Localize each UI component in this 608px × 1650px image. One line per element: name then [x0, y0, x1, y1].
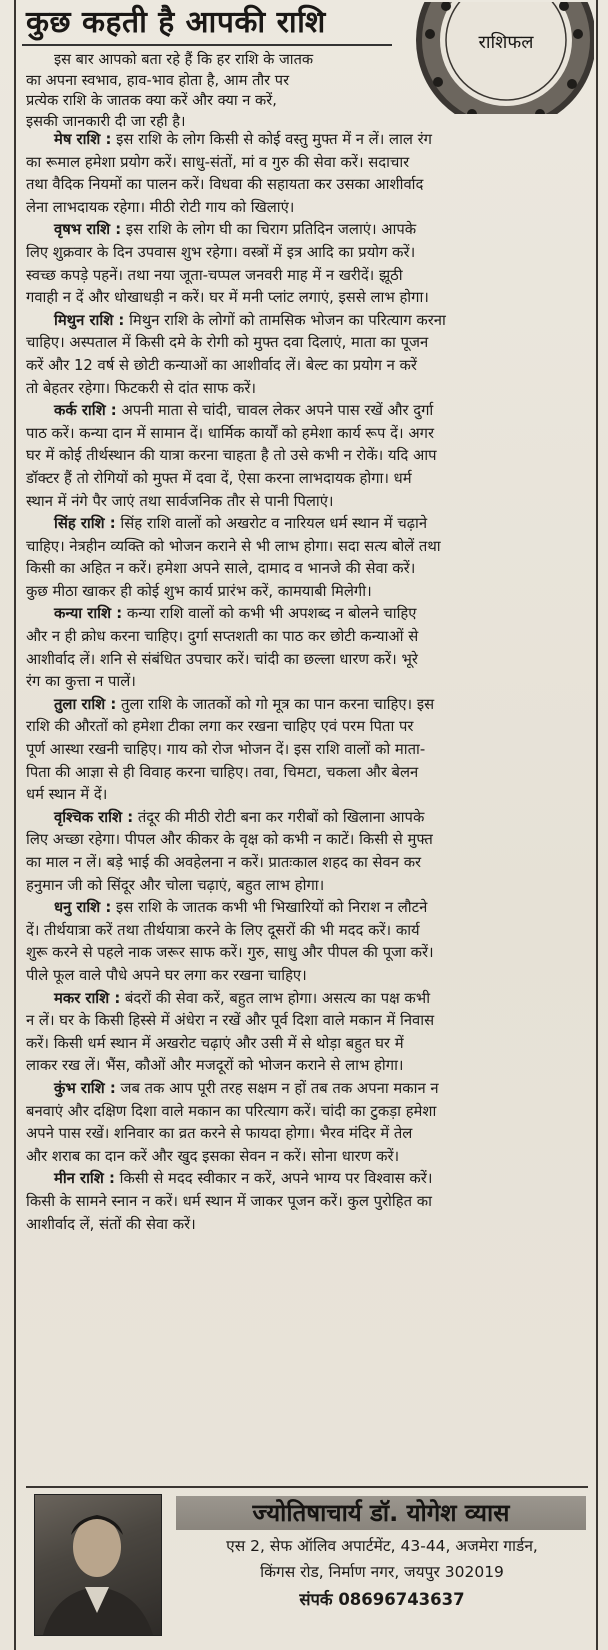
rashi-text-line: [26, 129, 588, 152]
rashi-text-line: और शराब का दान करें और खुद इसका सेवन न करें। सोना धारण करें।: [26, 1147, 400, 1165]
rashi-text-line: शुरू करने से पहले नाक जरूर साफ करें। गुरु, साधु और पीपल की पूजा करें।: [26, 944, 434, 962]
rashi-text-line: न लें। घर के किसी हिस्से में अंधेरा न रखें और पूर्व दिशा वाले मकान में निवास: [26, 1012, 435, 1030]
rashi-text-line: [26, 400, 588, 423]
address-line: किंगस रोड, निर्माण नगर, जयपुर 302019: [260, 1563, 504, 1581]
rashi-text-line: करें और 12 वर्ष से छोटी कन्याओं का आशीर्वाद लें। बेल्ट का प्रयोग न करें: [26, 356, 417, 374]
rashi-text: मिथुन राशि के लोगों को तामसिक भोजन का परित्याग करना: [124, 311, 446, 329]
rashi-sections: [26, 129, 588, 1236]
rashi-text: अपनी माता से चांदी, चावल लेकर अपने पास रखें और दुर्गा: [116, 402, 434, 420]
rashi-text: इस राशि के लोग किसी से कोई वस्तु मुफ्त में न लें। लाल रंग: [111, 131, 433, 148]
rashi-text-line: कुछ मीठा खाकर ही कोई शुभ कार्य प्रारंभ करें, कामयाबी मिलेगी।: [26, 582, 372, 600]
rashi-text-line: स्थान में नंगे पैर जाएं तथा सार्वजनिक तौर से पानी पिलाएं।: [26, 492, 334, 510]
rashi-text-line: डॉक्टर हैं तो रोगियों को मुफ्त में दवा दें, ऐसा करना लाभदायक होगा। धर्म: [26, 469, 412, 487]
rashi-section: [26, 219, 588, 309]
rashi-text: कन्या राशि वालों को कभी भी अपशब्द न बोलने चाहिए: [122, 605, 417, 623]
rashi-text-line: का रूमाल हमेशा प्रयोग करें। साधु-संतों, मां व गुरु की सेवा करें। सदाचार: [26, 153, 410, 171]
astrologer-footer: [26, 1486, 588, 1638]
rashi-text-line: गवाही न दें और धोखाधड़ी न करें। घर में मनी प्लांट लगाएं, इससे लाभ होगा।: [26, 289, 429, 307]
rashi-section: [26, 310, 588, 400]
rashi-text-line: राशि की औरतों को हमेशा टीका लगा कर रखना चाहिए एवं परम पिता पर: [26, 718, 414, 736]
astrologer-name: ज्योतिषाचार्य डॉ. योगेश व्यास: [176, 1496, 586, 1530]
address-line: एस 2, सेफ ऑलिव अपार्टमेंट, 43-44, अजमेरा गार्डन,: [226, 1537, 538, 1555]
astrologer-photo: [34, 1494, 162, 1636]
rashi-section: [26, 513, 588, 603]
rashi-section: [26, 897, 588, 987]
zodiac-wheel-icon: [402, 2, 594, 114]
rashi-text-line: तो बेहतर रहेगा। फिटकरी से दांत साफ करें।: [26, 379, 257, 397]
rashi-name: वृश्चिक राशि :: [54, 808, 134, 826]
rashi-name: मेष राशि :: [54, 131, 112, 148]
rashi-section: [26, 807, 588, 897]
rashi-text-line: चाहिए। अस्पताल में किसी दमे के रोगी को मुफ्त दवा दिलाएं, माता का पूजन: [26, 334, 429, 352]
rashi-text-line: हनुमान जी को सिंदूर और चोला चढ़ाएं, बहुत लाभ होगा।: [26, 876, 325, 894]
rashi-text-line: [26, 513, 588, 536]
rashi-text-line: तथा वैदिक नियमों का पालन करें। विधवा की सहायता कर उसका आशीर्वाद: [26, 176, 424, 194]
rashi-section: [26, 400, 588, 513]
rashi-text-line: [26, 1168, 588, 1191]
rashi-text-line: आशीर्वाद लें, संतों की सेवा करें।: [26, 1215, 196, 1233]
title-underline: [22, 44, 392, 46]
rashi-text-line: घर में कोई तीर्थस्थान की यात्रा करना चाहता है तो उसे कभी न रोकें। यदि आप: [26, 447, 437, 465]
rashi-name: कर्क राशि :: [54, 402, 117, 420]
portrait-icon: [35, 1495, 161, 1635]
rashi-text-line: लिए अच्छा रहेगा। पीपल और कीकर के वृक्ष को कभी न काटें। किसी से मुफ्त: [26, 831, 433, 849]
intro-paragraph: [26, 50, 400, 132]
seal-label: राशिफल: [478, 32, 534, 53]
intro-line: प्रत्येक राशि के जातक क्या करें और क्या न करें,: [26, 92, 277, 110]
rashi-text: बंदरों की सेवा करें, बहुत लाभ होगा। असत्य का पक्ष कभी: [120, 989, 431, 1007]
rashi-text-line: [26, 603, 588, 626]
rashi-text: किसी से मदद स्वीकार न करें, अपने भाग्य पर विश्वास करें।: [114, 1170, 433, 1188]
rashi-text-line: [26, 1078, 588, 1101]
rashi-text-line: [26, 897, 588, 920]
rashi-text-line: स्वच्छ कपड़े पहनें। तथा नया जूता-चप्पल जनवरी माह में न खरीदें। झूठी: [26, 266, 403, 284]
rashi-text-line: करें। किसी धर्म स्थान में अखरोट चढ़ाएं और उसी में से थोड़ा बहुत घर में: [26, 1034, 404, 1052]
intro-line: का अपना स्वभाव, हाव-भाव होता है, आम तौर पर: [26, 71, 290, 89]
rashi-text-line: आशीर्वाद लें। शनि से संबंधित उपचार करें। चांदी का छल्ला धारण करें। भूरे: [26, 650, 418, 668]
rashi-name: मकर राशि :: [54, 989, 121, 1007]
rashi-name: मिथुन राशि :: [54, 311, 125, 329]
rashi-name: वृषभ राशि :: [54, 221, 122, 239]
contact-number: संपर्क 08696743637: [299, 1590, 465, 1609]
rashi-text-line: [26, 988, 588, 1011]
intro-line: इस बार आपको बता रहे हैं कि हर राशि के जातक: [54, 51, 314, 68]
rashi-text: जब तक आप पूरी तरह सक्षम न हों तब तक अपना मकान न: [115, 1079, 439, 1097]
rashi-text-line: [26, 807, 588, 830]
rashi-text-line: पिता की आज्ञा से ही विवाह करना चाहिए। तवा, चिमटा, चकला और बेलन: [26, 763, 419, 781]
rashi-text-line: बनवाएं और दक्षिण दिशा वाले मकान का परित्याग करें। चांदी का टुकड़ा हमेशा: [26, 1102, 437, 1120]
rashi-text-line: लाकर रख लें। भैंस, कौओं और मजदूरों को भोजन कराने से लाभ होगा।: [26, 1057, 404, 1075]
rashi-name: कुंभ राशि :: [54, 1079, 116, 1097]
rashi-text-line: पूर्ण आस्था रखनी चाहिए। गाय को रोज भोजन दें। इस राशि वालों को माता-: [26, 741, 426, 759]
rashi-section: [26, 603, 588, 693]
rashi-section: [26, 694, 588, 807]
rashi-text-line: दें। तीर्थयात्रा करें तथा तीर्थयात्रा करने के लिए दूसरों की भी मदद करें। कार्य: [26, 921, 420, 939]
rashi-text-line: का माल न लें। बड़े भाई की अवहेलना न करें। प्रातःकाल शहद का सेवन कर: [26, 854, 422, 871]
rashi-section: [26, 1078, 588, 1168]
article-title: कुछ कहती है आपकी राशि: [26, 5, 326, 40]
rashi-text: तंदूर की मीठी रोटी बना कर गरीबों को खिलाना आपके: [133, 808, 425, 826]
rashi-text: इस राशि के लोग घी का चिराग प्रतिदिन जलाएं। आपके: [121, 221, 417, 239]
rashi-name: सिंह राशि :: [54, 515, 116, 533]
rashi-text-line: और न ही क्रोध करना चाहिए। दुर्गा सप्तशती का पाठ कर छोटी कन्याओं से: [26, 628, 419, 646]
rashi-text-line: किसी का अहित न करें। हमेशा अपने साले, दामाद व भानजे की सेवा करें।: [26, 560, 416, 578]
rashi-text-line: लिए शुक्रवार के दिन उपवास शुभ रहेगा। वस्त्रों में इत्र आदि का प्रयोग करें।: [26, 243, 416, 261]
rashi-text: सिंह राशि वालों को अखरोट व नारियल धर्म स्थान में चढ़ाने: [115, 515, 428, 533]
rashi-section: [26, 1168, 588, 1236]
rashi-text-line: किसी के सामने स्नान न करें। धर्म स्थान में जाकर पूजन करें। कुल पुरोहित का: [26, 1192, 432, 1210]
rashi-name: धनु राशि :: [54, 899, 112, 917]
intro-line: इसकी जानकारी दी जा रही है।: [26, 112, 186, 130]
rashi-text-line: अपने पास रखें। शनिवार का व्रत करने से फायदा होगा। भैरव मंदिर में तेल: [26, 1125, 413, 1143]
rashi-text-line: पाठ करें। कन्या दान में सामान दें। धार्मिक कार्यों को हमेशा कार्य रूप दें। अगर: [26, 424, 435, 442]
rashi-text: तुला राशि के जातकों को गो मूत्र का पान करना चाहिए। इस: [116, 695, 435, 713]
rashi-text-line: रंग का कुत्ता न पालें।: [26, 673, 136, 691]
rashi-text-line: पीले फूल वाले पौधे अपने घर लगा कर रखना चाहिए।: [26, 966, 307, 984]
rashi-text-line: [26, 310, 588, 333]
rashi-text-line: चाहिए। नेत्रहीन व्यक्ति को भोजन कराने से भी लाभ होगा। सदा सत्य बोलें तथा: [26, 537, 441, 555]
rashi-section: [26, 129, 588, 219]
rashi-text: इस राशि के जातक कभी भी भिखारियों को निराश न लौटने: [111, 899, 428, 917]
rashi-name: कन्या राशि :: [54, 605, 123, 623]
rashi-text-line: [26, 694, 588, 717]
rashi-text-line: धर्म स्थान में दें।: [26, 786, 108, 804]
rashi-name: तुला राशि :: [54, 695, 117, 713]
rashi-text-line: [26, 219, 588, 242]
rashi-name: मीन राशि :: [54, 1170, 115, 1188]
rashi-text-line: लेना लाभदायक रहेगा। मीठी रोटी गाय को खिलाएं।: [26, 198, 295, 216]
rashi-section: [26, 988, 588, 1078]
